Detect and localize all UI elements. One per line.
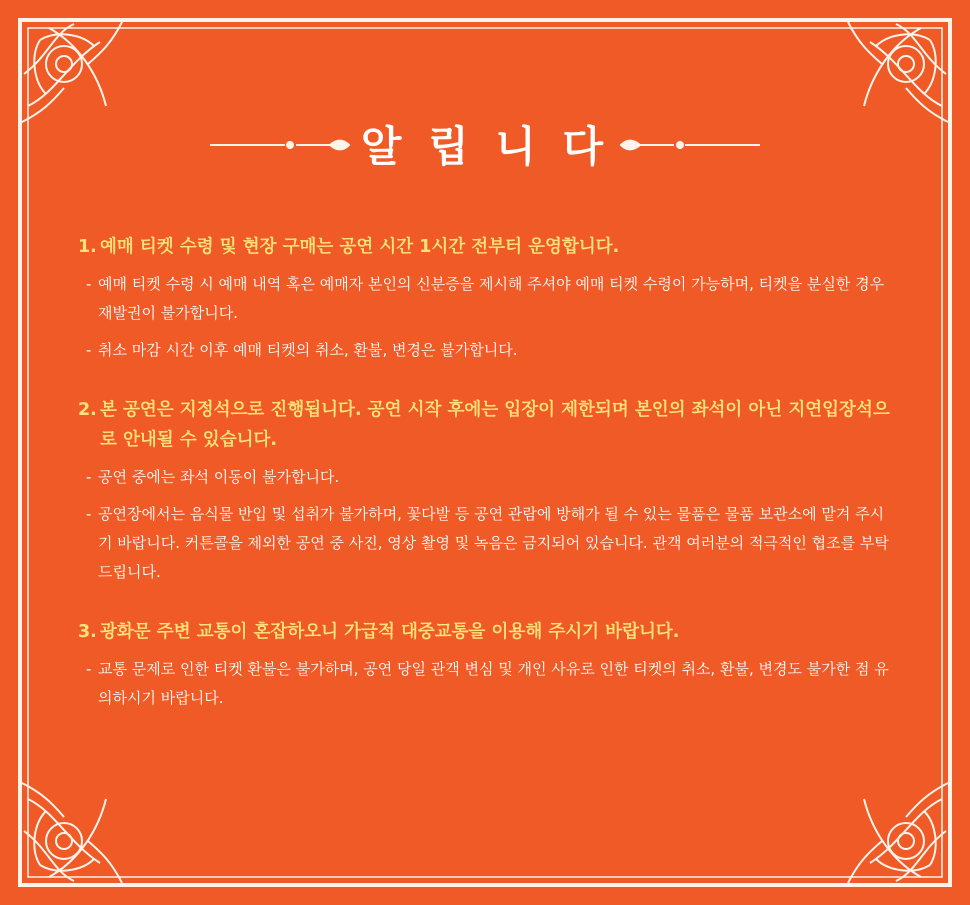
bullet-text: 공연 중에는 좌석 이동이 불가합니다. — [98, 468, 340, 486]
section-title: 예매 티켓 수령 및 현장 구매는 공연 시간 1시간 전부터 운영합니다. — [100, 237, 620, 257]
section-bullet — [86, 270, 898, 328]
section-bullet — [86, 655, 898, 713]
notice-section-heading — [78, 617, 898, 647]
notice-section-2 — [78, 395, 898, 587]
bullet-text: 예매 티켓 수령 시 예매 내역 혹은 예매자 본인의 신분증을 제시해 주셔야 예매 티켓 수령이 가능하며, 티켓을 분실한 경우 재발권이 불가합니다. — [98, 275, 885, 322]
notice-section-heading — [78, 232, 898, 262]
section-number: 1. — [78, 237, 97, 257]
bullet-dash: - — [86, 660, 92, 678]
notice-section-heading — [78, 395, 898, 455]
section-number: 2. — [78, 400, 97, 420]
bullet-dash: - — [86, 275, 92, 293]
bullet-dash: - — [86, 468, 92, 486]
section-bullet — [86, 336, 898, 365]
notice-section-3 — [78, 617, 898, 713]
notice-content — [78, 232, 898, 721]
bullet-text: 취소 마감 시간 이후 예매 티켓의 취소, 환불, 변경은 불가합니다. — [98, 341, 518, 359]
notice-section-1 — [78, 232, 898, 365]
bullet-text: 교통 문제로 인한 티켓 환불은 불가하며, 공연 당일 관객 변심 및 개인 사유로 인한 티켓의 취소, 환불, 변경도 불가한 점 유의하시기 바랍니다. — [98, 660, 889, 707]
section-title: 광화문 주변 교통이 혼잡하오니 가급적 대중교통을 이용해 주시기 바랍니다. — [100, 622, 680, 642]
title-area — [0, 112, 970, 182]
section-title: 본 공연은 지정석으로 진행됩니다. 공연 시작 후에는 입장이 제한되며 본인의 좌석이 아닌 지연입장석으로 안내될 수 있습니다. — [100, 400, 890, 450]
page-title: 알 립 니 다 — [360, 122, 610, 171]
section-bullet — [86, 463, 898, 492]
section-bullet — [86, 500, 898, 587]
bullet-dash: - — [86, 341, 92, 359]
bullet-dash: - — [86, 505, 92, 523]
section-number: 3. — [78, 622, 97, 642]
bullet-text: 공연장에서는 음식물 반입 및 섭취가 불가하며, 꽃다발 등 공연 관람에 방해가 될 수 있는 물품은 물품 보관소에 맡겨 주시기 바랍니다. 커튼콜을 제외한 공연 중 사진, 영상 촬영 및 녹음은 금지되어 있습니다. 관객 여러분의 적극적인 협조를 부탁드립니다. — [98, 505, 889, 581]
